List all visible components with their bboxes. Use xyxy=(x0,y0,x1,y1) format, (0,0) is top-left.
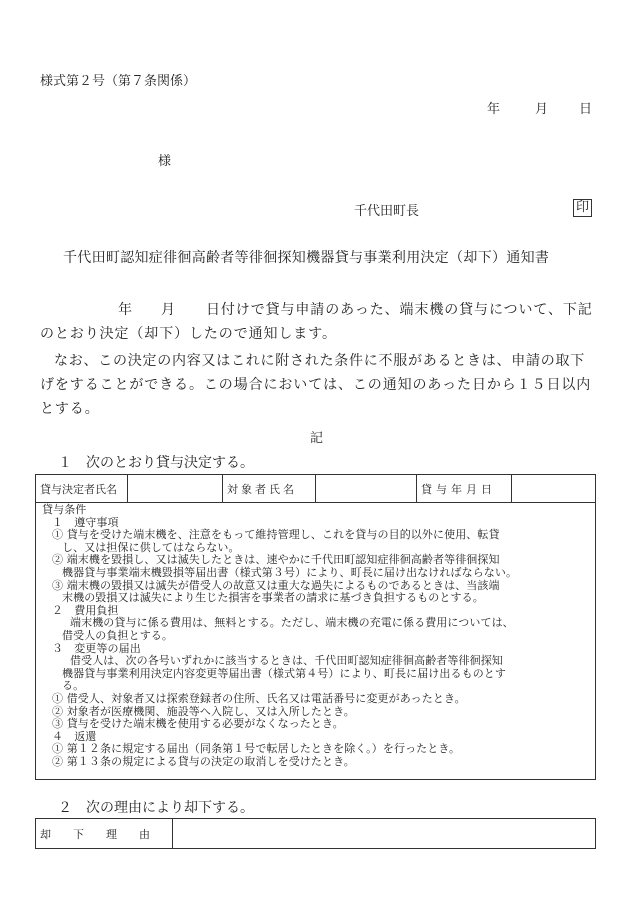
body-year: 年 xyxy=(118,302,132,318)
rejection-table xyxy=(35,818,596,849)
date-day: 日 xyxy=(579,102,593,117)
condition-item: 機器貸与事業端末機毀損等届出書（様式第３号）により、町長に届け出なければならない。 xyxy=(62,565,518,579)
issuer: 千代田町長 xyxy=(354,204,420,219)
condition-item: し、又は担保に供してはならない。 xyxy=(62,540,240,554)
condition-heading: ２ 費用負担 xyxy=(52,603,119,617)
condition-item: ③ 端末機の毀損又は滅失が借受人の故意又は重大な過失によるものであるときは、当該端 xyxy=(52,578,500,592)
condition-item: ① 貸与を受けた端末機を、注意をもって維持管理し、これを貸与の目的以外に使用、転貸 xyxy=(52,528,500,542)
document-title: 千代田町認知症徘徊高齢者等徘徊探知機器貸与事業利用決定（却下）通知書 xyxy=(63,250,550,266)
condition-item: 機器貸与事業利用決定内容変更等届出書（様式第４号）により、町長に届け出るものとす xyxy=(62,666,506,680)
decision-holder-label: 貸与決定者氏名 xyxy=(36,475,128,503)
date-month: 月 xyxy=(535,102,549,117)
decision-holder-value[interactable] xyxy=(128,475,223,503)
addressee-suffix: 様 xyxy=(158,154,172,169)
condition-item: ① 借受人、対象者又は探索登録者の住所、氏名又は電話番号に変更があったとき。 xyxy=(52,691,466,705)
condition-heading: １ 遵守事項 xyxy=(52,515,119,529)
condition-item: 端末機の貸与に係る費用は、無料とする。ただし、端末機の充電に係る費用については、 xyxy=(70,616,514,630)
condition-heading: ４ 返還 xyxy=(52,729,97,743)
condition-item: 末機の毀損又は滅失により生じた損害を事業者の請求に基づき負担するものとする。 xyxy=(62,591,484,605)
body-line3: なお、この決定の内容又はこれに附された条件に不服があるときは、申請の取下 xyxy=(54,353,585,369)
target-person-label: 対象者氏名 xyxy=(223,475,316,503)
loan-date-value[interactable] xyxy=(512,475,596,503)
seal-mark: 印 xyxy=(573,199,592,217)
condition-item: ① 第１２条に規定する届出（同条第１号で転居したときを除く。）を行ったとき。 xyxy=(52,742,461,756)
ki-mark: 記 xyxy=(310,431,324,446)
rejection-reason-value[interactable] xyxy=(173,819,596,849)
form-number: 様式第２号（第７条関係） xyxy=(40,74,197,89)
body-line5: とする。 xyxy=(40,401,100,417)
condition-item: ② 対象者が医療機関、施設等へ入院し、又は入所したとき。 xyxy=(52,704,355,718)
date-year: 年 xyxy=(487,102,501,117)
condition-item: ② 第１３条の規定による貸与の決定の取消しを受けたとき。 xyxy=(52,754,355,768)
rejection-reason-label: 却 下 理 由 xyxy=(36,819,173,849)
body-line2: のとおり決定（却下）したので通知します。 xyxy=(40,326,337,342)
body-line1: 日付けで貸与申請のあった、端末機の貸与について、下記 xyxy=(206,302,593,318)
condition-item: 借受人は、次の各号いずれかに該当するときは、千代田町認知症徘徊高齢者等徘徊探知 xyxy=(70,654,503,668)
condition-item: ③ 貸与を受けた端末機を使用する必要がなくなったとき。 xyxy=(52,717,344,731)
condition-item: ② 端末機を毀損し、又は滅失したときは、速やかに千代田町認知症徘徊高齢者等徘徊探知 xyxy=(52,553,500,567)
condition-item: る。 xyxy=(62,679,85,693)
conditions-title: 貸与条件 xyxy=(42,503,87,516)
loan-date-label: 貸与年月日 xyxy=(417,475,512,503)
target-person-value[interactable] xyxy=(316,475,417,503)
body-month: 月 xyxy=(161,302,175,318)
condition-item: 借受人の負担とする。 xyxy=(62,628,173,642)
loan-conditions xyxy=(35,502,596,780)
condition-heading: ３ 変更等の届出 xyxy=(52,641,141,655)
section1-heading: １ 次のとおり貸与決定する。 xyxy=(58,455,254,471)
section2-heading: ２ 次の理由により却下する。 xyxy=(58,800,254,816)
decision-table xyxy=(35,474,596,503)
body-line4: げをすることができる。この場合においては、この通知のあった日から１５日以内 xyxy=(40,377,592,393)
